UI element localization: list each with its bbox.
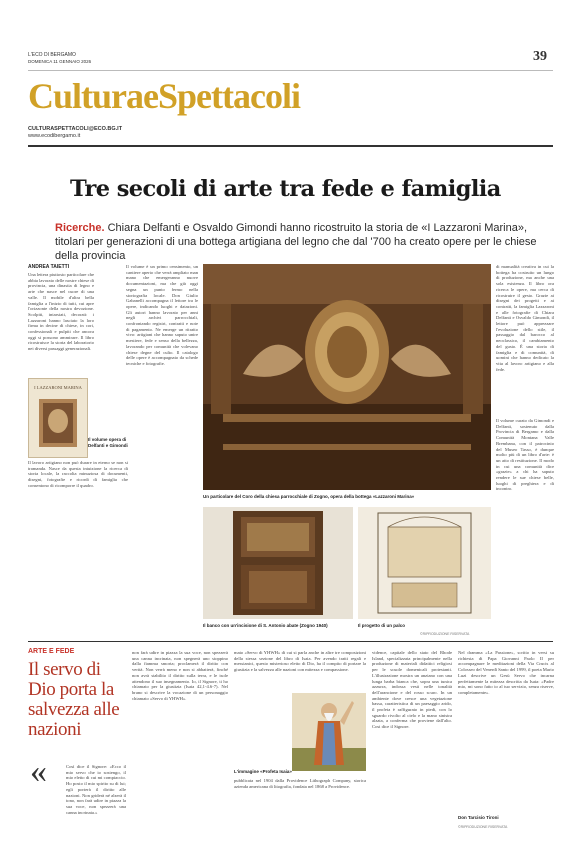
photo1-caption: Un particolare del Coro della chiesa parrocchiale di Zogno, opera della bottega «Lazzaroni Marina» [203, 494, 415, 499]
article-col2: Il volume è un primo censimento, un cantiere aperto che verrà ampliato man mano che emergeranno nuove documentazioni, ma che già oggi segna un punto fermo nella storiografia locale. Don Giulio Gabanelli accompagna il lettore tra le opere, indicando luoghi e datazioni. Gli autori hanno lavorato per anni negli archivi parrocchiali, confrontando registri, contratti e note di pagamento. Ne emerge un ritratto vivo: artigiani che hanno saputo unire mestiere, fede e senso della bellezza, lavorando per comunità che volevano chiese degne del culto. Il catalogo delle opere è accompagnato da schede tecniche e fotografie. [126, 264, 198, 366]
book-cover-image [28, 378, 88, 458]
publication-name: L'ECO DI BERGAMO [28, 52, 76, 58]
section-title: CulturaeSpettacoli [28, 76, 300, 116]
lower-col5: Nel dramma «La Passione», scritto in versi su richiesta di Papa Giovanni Paolo II per accompagnare le meditazioni della Via Crucis al Colosseo del Venerdì Santo del 1999, il poeta Mario Luzi descrive un Gesù Servo che incarna perfettamente la mitezza descritta da Isaia: «Padre mio, mi sono fatto io al tuo servizio, senza riserve, completamente». [458, 650, 554, 695]
photo-banco-art [203, 507, 353, 619]
article-subheadline [55, 221, 555, 263]
lower-col2: non farà udire in piazza la sua voce, non spezzerà una canna incrinata, non spegnerà uno stoppino dalla fiamma smorta; proclamerà il diritto con verità. Non verrà meno e non si abbatterà, finché non avrà stabilito il diritto sulla terra, e le isole attendono il suo insegnamento. Io, il Signore, ti ho chiamato per la giustizia (Isaia 42,1-4.6-7). Nel brano si descrive la vocazione di un personaggio chiamato «Servo di YHWH». [132, 650, 228, 701]
lower-col1: Così dice il Signore: «Ecco il mio servo che io sostengo, il mio eletto di cui mi compiaccio. Ho posto il mio spirito su di lui; egli porterà il diritto alle nazioni. Non griderà né alzerà il tono, non farà udire in piazza la sua voce, non spezzerà una canna incrinata.» [66, 764, 126, 815]
lower-col4: vidence, capitale dello stato del Rhode Island, specializzata principalmente nella produzione di materiali didattici religiosi per le scuole domenicali protestanti. L'illustrazione mostra un anziano con una lunga barba bianca che, sopra una tunica azzurra, indossa vesti nelle tonalità dell'arancione e del rosso scuro. In un ambiente dove cresce una vegetazione bassa, caratteristica di un paesaggio arido, il profeta è raffigurato in piedi, con lo sguardo rivolto al cielo e la mano sinistra alzata, a conferma che proviene dall'alto. Cosi dice il Signore. [372, 650, 452, 730]
image-profeta-isaia [292, 693, 366, 771]
lower-byline: Don Tarcisio Tironi [458, 815, 499, 820]
photo3-caption: Il progetto di un palco [358, 623, 405, 628]
lower-credit: ©RIPRODUZIONE RISERVATA [458, 825, 508, 829]
isaia-art [292, 693, 366, 771]
photo-coro-art [203, 264, 491, 490]
photo-progetto-art [358, 507, 491, 619]
section-website[interactable]: www.ecodibergamo.it [28, 133, 81, 139]
book-cover-art [29, 395, 87, 453]
lower-col3b: pubblicata nel 1904 dalla Providence Lithograph Company, storica azienda americana di litografia, fondata nel 1868 a Providence. [234, 778, 366, 789]
photo-coro-zogno [203, 264, 491, 490]
lower-col3: mato «Servo di YHWH» di cui si parla anche in altre tre composizioni della stessa sezione del libro di Isaia. Per avendo tratti regali e messianici, questo misterioso eletto di Dio, ha il compito di portare la giustizia e la salvezza alle nazioni con mitezza e compassione. [234, 650, 366, 673]
quote-mark-icon: « [30, 753, 47, 790]
article-col1: Una lettera piuttosto particolare che abbia lavorato delle nostre chiese di provincia, una dinastia di legno e arte che nasce nel cuore di una valle. Il mobile d'altra bella famiglia a l'inizio di tutti, cui apre l'orizzonte della nostra devozione. Scolpiti, intarsiati, decorati: i Lazzaroni hanno lasciato la loro firma in decine di chiese, in cori, confessionali e pulpiti che ancora oggi si possono ammirare. Il libro ricostruisce la storia del laboratorio nei diversi passaggi generazionali. [28, 272, 94, 352]
photo-progetto-palco [358, 507, 491, 619]
photo-banco-antonio [203, 507, 353, 619]
article-kicker: Ricerche. [55, 222, 105, 234]
page-number: 39 [533, 49, 547, 64]
article-col5: di manualità creativa in cui la bottega ha costruito un lungo di produzione, ma anche una sola esistenza. Il libro ora ricerca le opere, ma cerca di ricostruire il gesto. Grazie ai disegni dei progetti e ai contratti, la famiglia Lazzaroni e alle fotografie di Chiara Delfanti e Osvaldo Gimondi, il lettore può apprezzare l'evoluzione dello stile, il passaggio dal barocco al neoclassico, il cambiamento del gusto. È una storia di famiglia e di comunità, di uomini che hanno dedicato la vita al lavoro artigiano e alla fede. [496, 264, 554, 372]
book-caption: Il volume opera di Delfanti e Gimondi [88, 437, 128, 448]
article-col5b: Il volume curato da Gimondi e Delfanti, sostenuto dalla Provincia di Bergamo e dalla Comunità Montana Valle Brembana, con il patrocinio del Museo Tasso, è dunque molto più di un libro d'arte: è un atto di restituzione. Il modo in cui una comunità dice «grazie» a chi ha saputo rendere le sue chiese belle, luoghi di preghiera e di incontro. [496, 418, 554, 492]
article-col1b: Il lavoro artigiano non può durare in eterno se non si tramanda. Nasce da questa intuizione la ricerca di storia locale, la raccolta minuziosa di documenti, disegni, fotografie e ricordi di famiglia che consentono di ricomporre il quadro. [28, 460, 128, 488]
article-subheadline-text: Chiara Delfanti e Osvaldo Gimondi hanno ricostruito la storia de «I Lazzaroni Marina», titolari per generazioni di una bottega artigiana del legno che dal '700 ha creato opere per le chiese della provincia [55, 222, 537, 262]
photo2-caption: Il banco con un'incisione di S. Antonio abate (Zogno 1940) [203, 623, 328, 628]
book-cover-title: I LAZZARONI MARINA [34, 385, 82, 390]
lower-headline: Il servo di Dio porta la salvezza alle nazioni [28, 659, 120, 740]
section-email[interactable]: CULTURASPETTACOLI@ECO.BG.IT [28, 126, 123, 132]
article-byline: ANDREA TAIETTI [28, 264, 70, 270]
publication-date: DOMENICA 11 GENNAIO 2026 [28, 59, 92, 64]
photo-credit: ©RIPRODUZIONE RISERVATA [420, 632, 470, 636]
lower-section-tag: ARTE E FEDE [28, 648, 75, 655]
isaia-caption: L'immagine «Profeta Isaia» [234, 769, 292, 774]
article-headline: Tre secoli di arte tra fede e famiglia [70, 176, 501, 202]
